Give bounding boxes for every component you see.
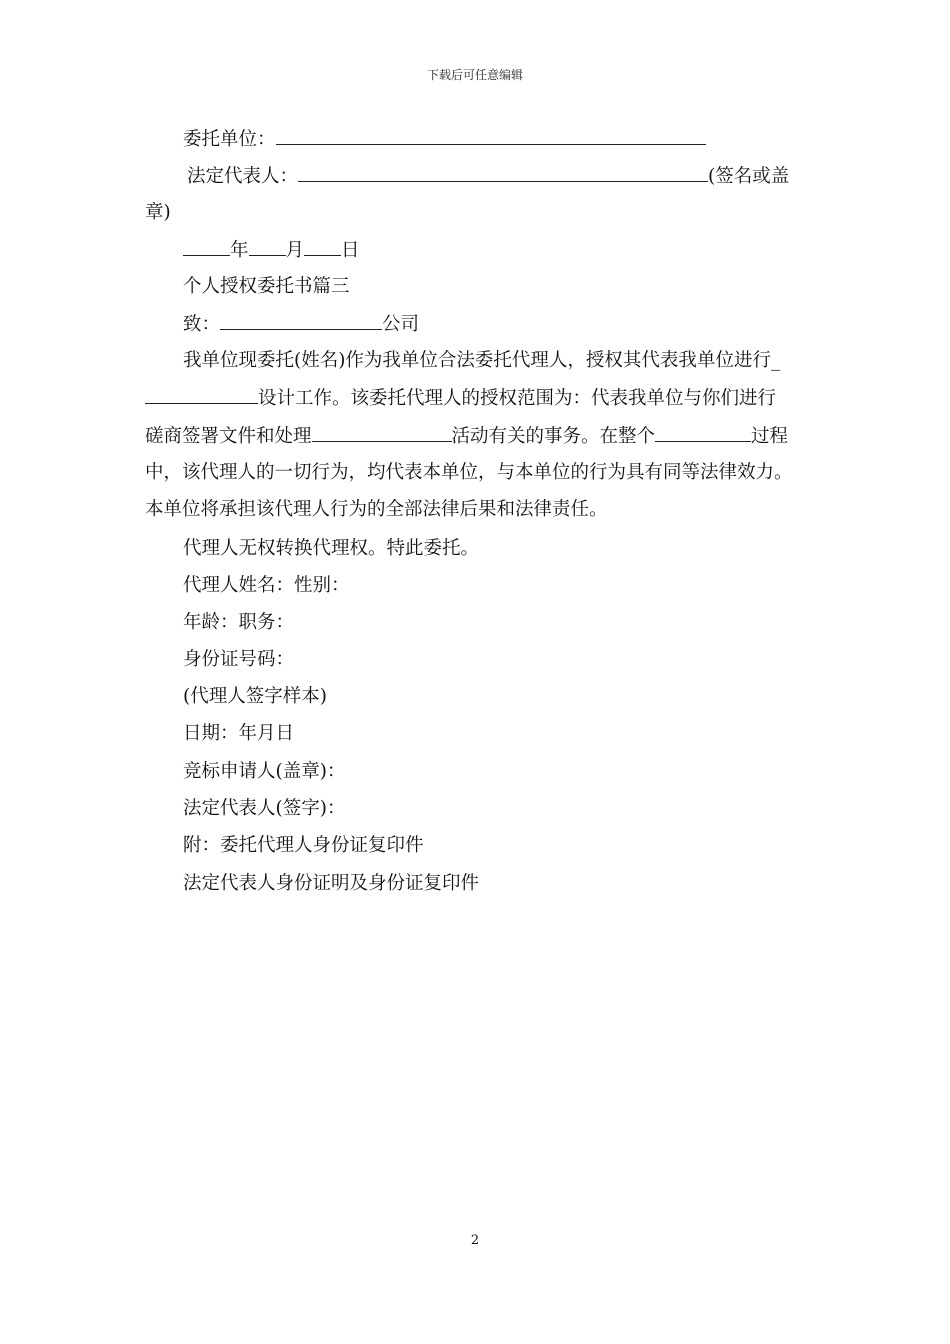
body-line-1: 我单位现委托(姓名)作为我单位合法委托代理人，授权其代表我单位进行_ <box>183 350 781 371</box>
addressee-line <box>183 315 419 335</box>
legal-rep-line <box>187 167 789 187</box>
legal-rep-signature: 法定代表人(签字)： <box>183 798 346 819</box>
entrusting-unit-blank <box>276 130 706 145</box>
date-text: 日期：年月日 <box>183 723 295 744</box>
seal-continuation: 章) <box>145 202 171 223</box>
addressee-label: 致： <box>183 314 221 335</box>
body-line-5: 本单位将承担该代理人行为的全部法律后果和法律责任。 <box>145 499 608 520</box>
page-number: 2 <box>470 1233 480 1248</box>
year-label: 年 <box>230 240 249 261</box>
day-blank <box>304 241 341 256</box>
addressee-blank <box>220 315 382 330</box>
id-number: 身份证号码： <box>183 649 295 670</box>
body-line-3 <box>145 427 788 447</box>
page-header: 下载后可任意编辑 <box>426 68 523 82</box>
day-label: 日 <box>341 240 360 261</box>
entrusting-unit-line <box>183 130 706 150</box>
legal-rep-suffix: (签名或盖 <box>708 166 790 187</box>
body-line-3-a: 磋商签署文件和处理 <box>145 426 312 447</box>
process-blank <box>655 427 751 442</box>
month-blank <box>249 241 286 256</box>
date-line <box>183 241 360 261</box>
entrusting-unit-label: 委托单位： <box>183 129 276 150</box>
signature-sample: (代理人签字样本) <box>183 686 327 707</box>
bidder-seal: 竞标申请人(盖章)： <box>183 761 346 782</box>
age-position: 年龄：职务： <box>183 612 295 633</box>
body-line-2-text: 设计工作。该委托代理人的授权范围为：代表我单位与你们进行 <box>258 388 777 409</box>
section-title: 个人授权委托书篇三 <box>183 276 350 297</box>
body-line-3-c: 过程 <box>751 426 789 447</box>
activity-blank <box>312 427 452 442</box>
legal-rep-label: 法定代表人： <box>187 166 299 187</box>
addressee-suffix: 公司 <box>382 314 420 335</box>
year-blank <box>183 241 230 256</box>
agent-name-gender: 代理人姓名：性别： <box>183 575 350 596</box>
body-line-2 <box>145 389 776 409</box>
legal-rep-blank <box>298 167 708 182</box>
body-line-3-b: 活动有关的事务。在整个 <box>451 426 656 447</box>
body-line-4: 中，该代理人的一切行为，均代表本单位，与本单位的行为具有同等法律效力。 <box>145 462 793 483</box>
no-transfer-line: 代理人无权转换代理权。特此委托。 <box>183 538 480 559</box>
month-label: 月 <box>285 240 305 261</box>
attachment-1: 附：委托代理人身份证复印件 <box>183 835 424 856</box>
design-blank <box>145 389 258 404</box>
attachment-2: 法定代表人身份证明及身份证复印件 <box>183 873 480 894</box>
